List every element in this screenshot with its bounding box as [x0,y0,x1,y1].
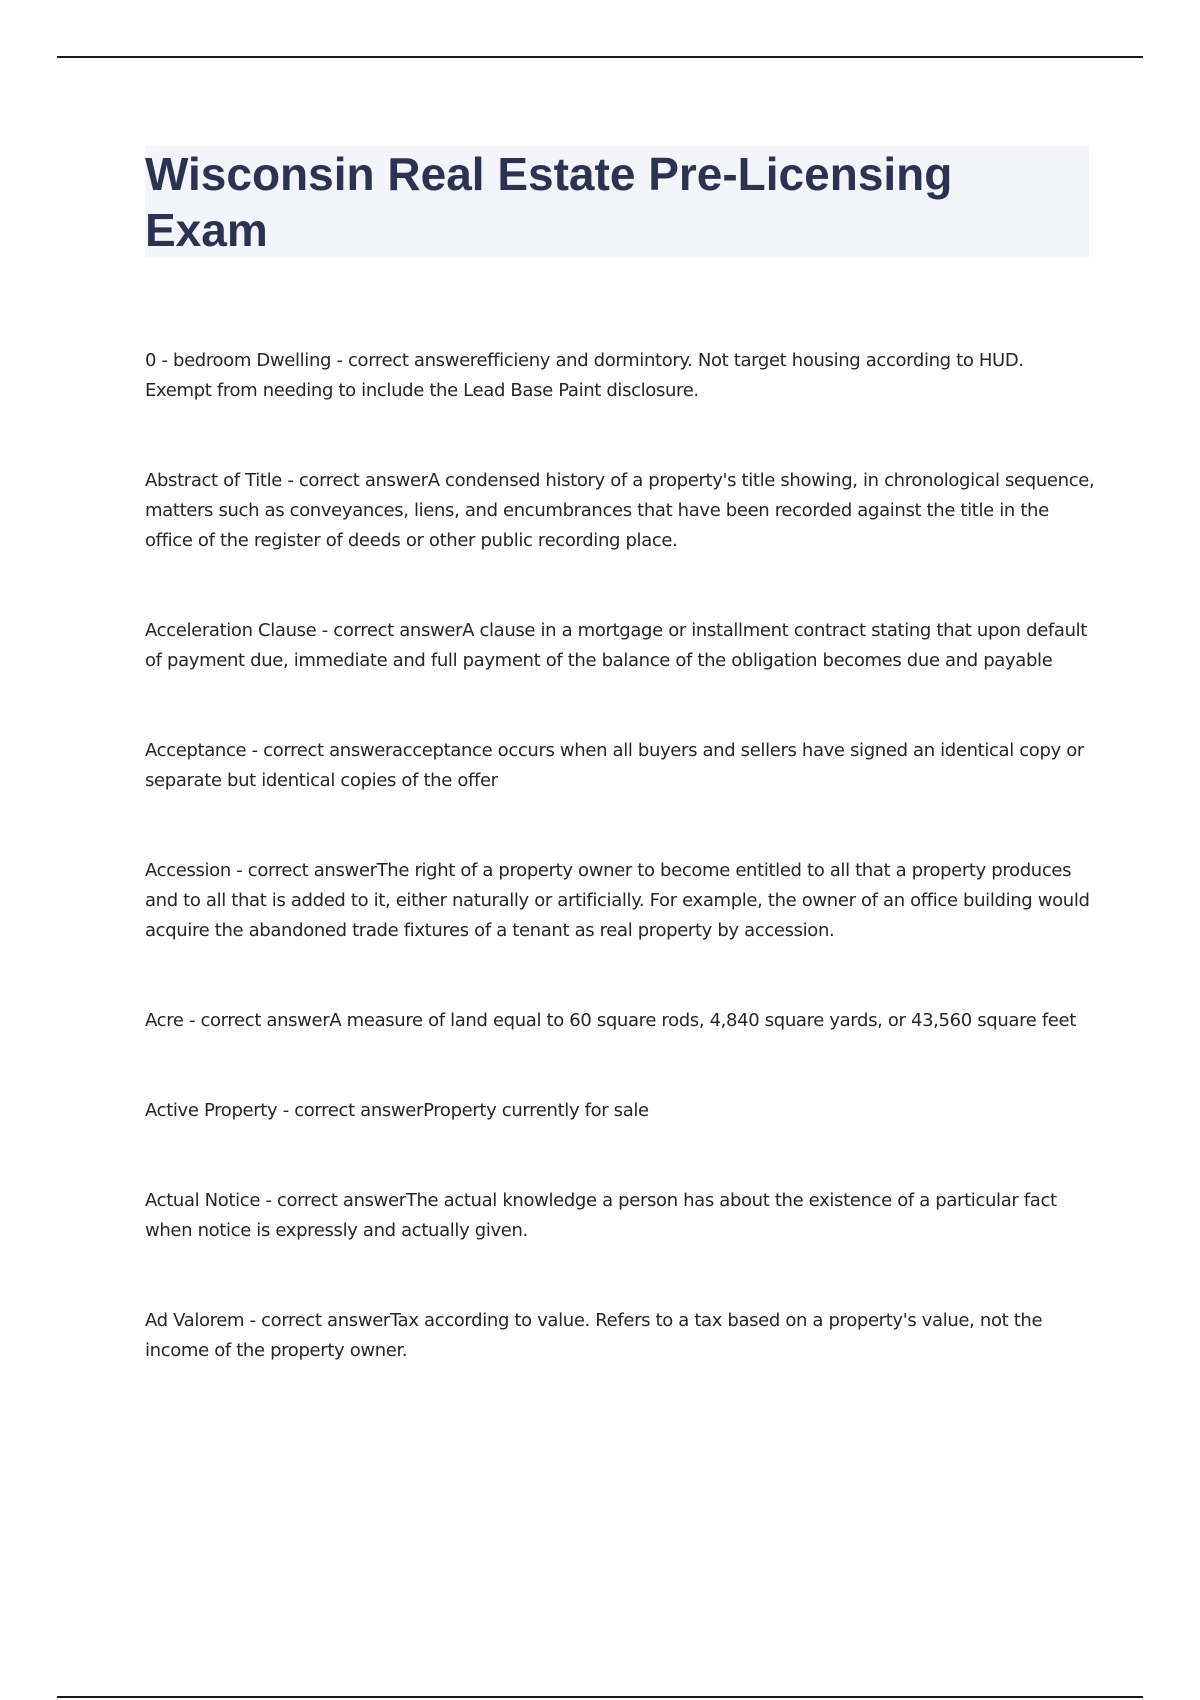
title-block [145,146,1089,257]
definition-entry: Acceleration Clause - correct answerA clause in a mortgage or installment contract stating that upon default of payment due, immediate and full payment of the balance of the obligation becomes due and payable [145,620,1087,671]
definition-entry: Acre - correct answerA measure of land equal to 60 square rods, 4,840 square yards, or 43,560 square feet [145,1010,1076,1031]
definition-entry: Abstract of Title - correct answerA condensed history of a property's title showing, in chronological sequence, matters such as conveyances, liens, and encumbrances that have been recorded against the title in the office of the register of deeds or other public recording place. [145,470,1095,551]
definition-entry: Ad Valorem - correct answerTax according to value. Refers to a tax based on a property's value, not the income of the property owner. [145,1310,1043,1361]
header-rule [57,56,1143,58]
definition-list [145,346,1095,1426]
footer-rule [57,1696,1143,1698]
definition-entry: Active Property - correct answerProperty currently for sale [145,1100,649,1121]
page-title: Wisconsin Real Estate Pre-Licensing Exam [145,148,953,256]
definition-entry: Acceptance - correct answeracceptance occurs when all buyers and sellers have signed an identical copy or separate but identical copies of the offer [145,740,1084,791]
definition-entry: Accession - correct answerThe right of a property owner to become entitled to all that a property produces and to all that is added to it, either naturally or artificially. For example, the owner of an office building would acquire the abandoned trade fixtures of a tenant as real property by accession. [145,860,1090,941]
definition-entry: Actual Notice - correct answerThe actual knowledge a person has about the existence of a particular fact when notice is expressly and actually given. [145,1190,1057,1241]
definition-entry: 0 - bedroom Dwelling - correct answerefficieny and dormintory. Not target housing according to HUD. Exempt from needing to include the Lead Base Paint disclosure. [145,350,1024,401]
